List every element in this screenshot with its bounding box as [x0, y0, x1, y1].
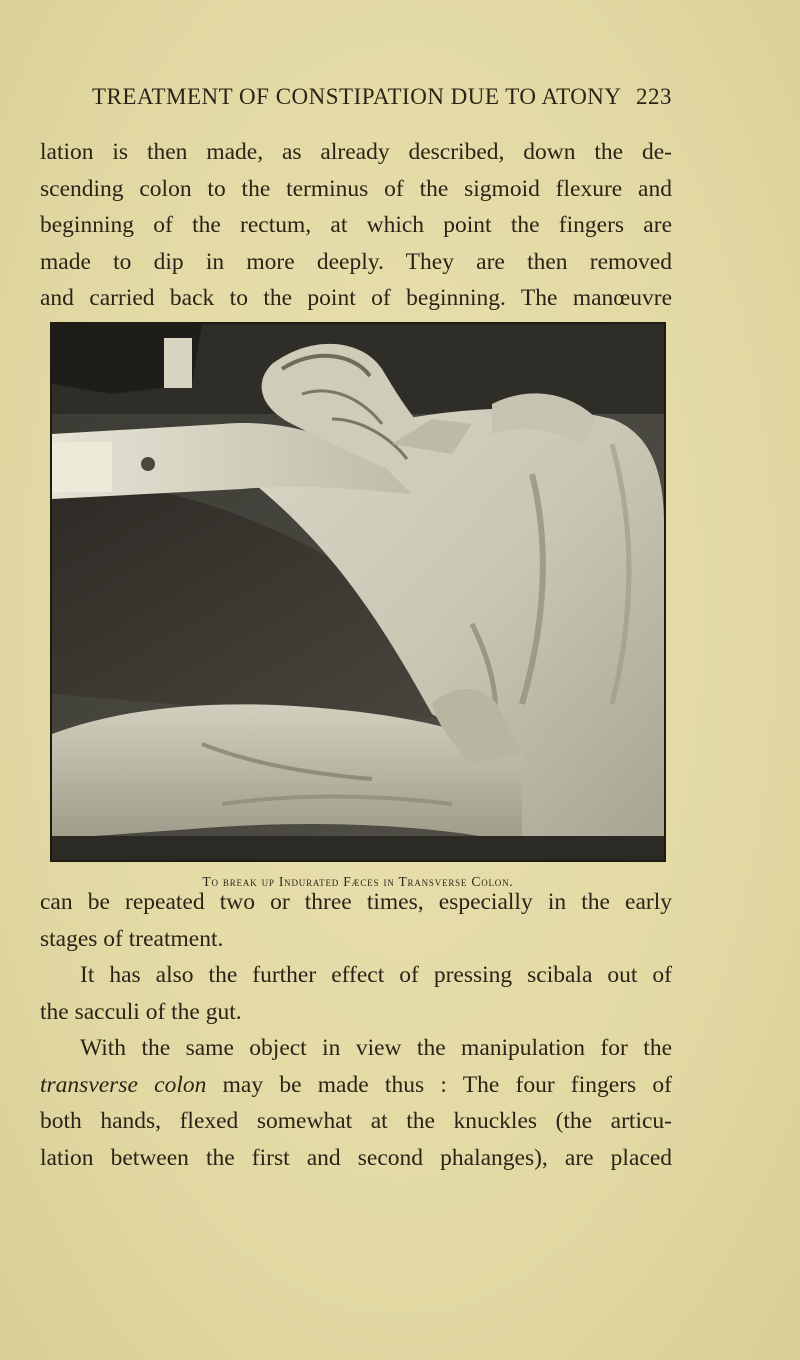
halftone-photograph — [50, 322, 666, 862]
text-line — [40, 1067, 672, 1104]
text-line: It has also the further effect of pressing scibala out of — [80, 962, 672, 988]
text-line: stages of treatment. — [40, 925, 224, 952]
italic-term: transverse colon — [40, 1071, 207, 1098]
text-line: beginning of the rectum, at which point the fingers are — [40, 212, 672, 238]
text-line: and carried back to the point of beginning. The manœuvre — [40, 285, 672, 311]
text-fragment: may be made thus : The four fingers of — [206, 1071, 672, 1098]
page-number: 223 — [636, 84, 672, 109]
running-head — [92, 84, 672, 116]
paragraph-bottom — [40, 884, 672, 1176]
text-line: can be repeated two or three times, especially in the early — [40, 889, 672, 915]
text-line: the sacculi of the gut. — [40, 998, 242, 1025]
paragraph-top — [40, 134, 672, 317]
text-line: lation between the first and second phalanges), are placed — [40, 1144, 672, 1171]
figure-caption: To break up Indurated Fæces in Transverse Colon. — [202, 874, 514, 889]
photograph-illustration — [52, 324, 664, 860]
text-line: made to dip in more deeply. They are then removed — [40, 248, 672, 275]
running-title: TREATMENT OF CONSTIPATION DUE TO ATONY — [92, 84, 622, 109]
text-line: scending colon to the terminus of the sigmoid flexure and — [40, 175, 672, 202]
text-line: both hands, flexed somewhat at the knuckles (the articu- — [40, 1108, 672, 1134]
text-line: lation is then made, as already described, down the de- — [40, 139, 672, 165]
text-line: With the same object in view the manipulation for the — [80, 1035, 672, 1061]
